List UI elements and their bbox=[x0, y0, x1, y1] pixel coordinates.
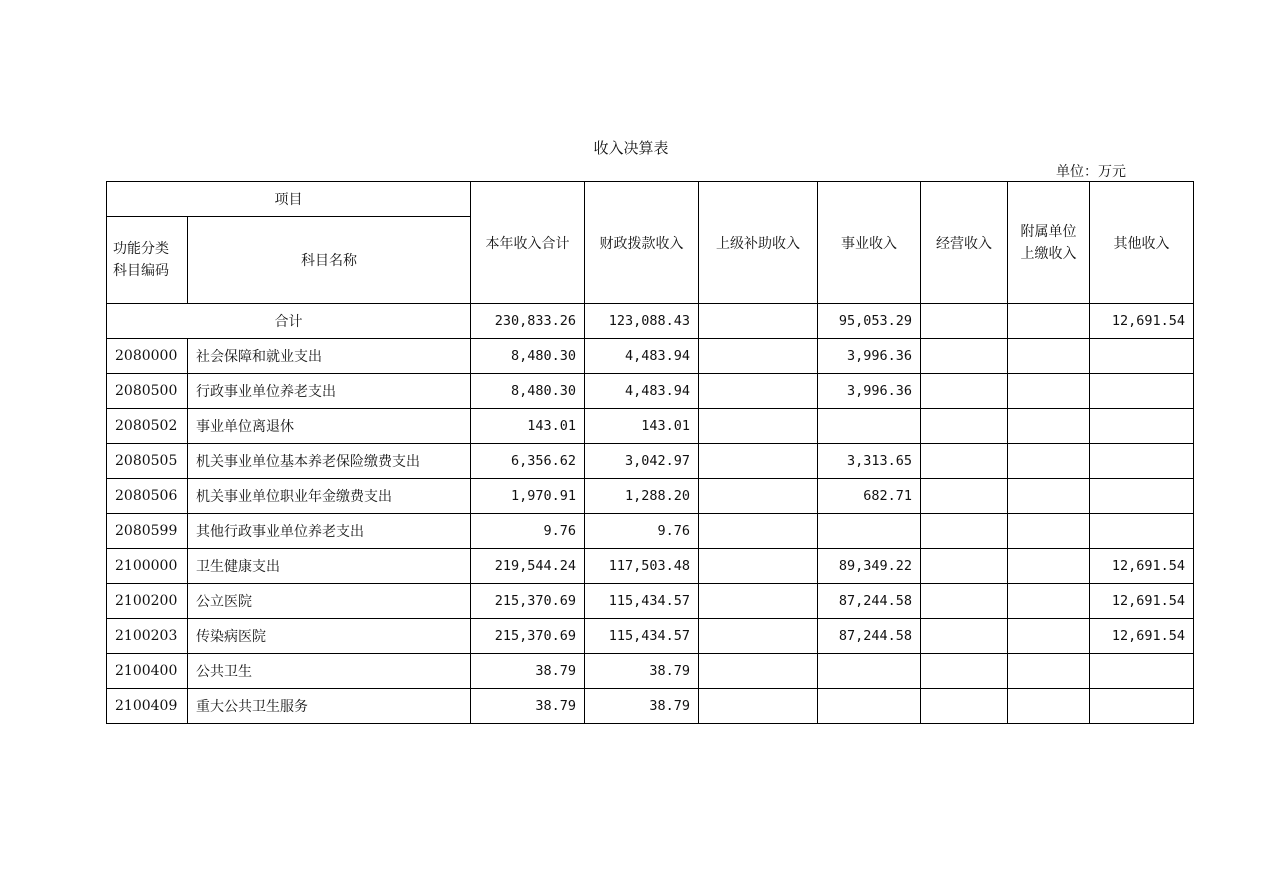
cell-operating bbox=[921, 374, 1008, 409]
cell-business: 3,996.36 bbox=[818, 374, 921, 409]
total-cell-total: 230,833.26 bbox=[471, 304, 585, 339]
cell-name: 事业单位离退休 bbox=[188, 409, 471, 444]
cell-name: 社会保障和就业支出 bbox=[188, 339, 471, 374]
cell-affiliated bbox=[1008, 584, 1090, 619]
cell-affiliated bbox=[1008, 654, 1090, 689]
cell-total: 6,356.62 bbox=[471, 444, 585, 479]
cell-superior bbox=[699, 619, 818, 654]
cell-operating bbox=[921, 654, 1008, 689]
cell-total: 215,370.69 bbox=[471, 619, 585, 654]
header-other: 其他收入 bbox=[1090, 182, 1194, 304]
document-title: 收入决算表 bbox=[593, 139, 669, 157]
cell-business: 87,244.58 bbox=[818, 584, 921, 619]
cell-name: 卫生健康支出 bbox=[188, 549, 471, 584]
cell-fiscal: 115,434.57 bbox=[585, 619, 699, 654]
unit-label: 单位：万元 bbox=[1056, 164, 1126, 180]
cell-affiliated bbox=[1008, 374, 1090, 409]
cell-affiliated bbox=[1008, 619, 1090, 654]
cell-business: 89,349.22 bbox=[818, 549, 921, 584]
cell-fiscal: 115,434.57 bbox=[585, 584, 699, 619]
cell-business bbox=[818, 409, 921, 444]
header-fiscal: 财政拨款收入 bbox=[585, 182, 699, 304]
cell-affiliated bbox=[1008, 444, 1090, 479]
cell-superior bbox=[699, 339, 818, 374]
cell-name: 重大公共卫生服务 bbox=[188, 689, 471, 724]
cell-affiliated bbox=[1008, 479, 1090, 514]
cell-fiscal: 3,042.97 bbox=[585, 444, 699, 479]
cell-total: 38.79 bbox=[471, 654, 585, 689]
total-cell-operating bbox=[921, 304, 1008, 339]
cell-business: 3,996.36 bbox=[818, 339, 921, 374]
cell-total: 8,480.30 bbox=[471, 339, 585, 374]
table-row bbox=[107, 339, 1194, 374]
cell-business: 87,244.58 bbox=[818, 619, 921, 654]
total-row bbox=[107, 304, 1194, 339]
cell-fiscal: 9.76 bbox=[585, 514, 699, 549]
cell-other: 12,691.54 bbox=[1090, 619, 1194, 654]
cell-business bbox=[818, 514, 921, 549]
cell-fiscal: 117,503.48 bbox=[585, 549, 699, 584]
cell-fiscal: 4,483.94 bbox=[585, 339, 699, 374]
cell-name: 公共卫生 bbox=[188, 654, 471, 689]
cell-name: 其他行政事业单位养老支出 bbox=[188, 514, 471, 549]
cell-other bbox=[1090, 514, 1194, 549]
cell-other bbox=[1090, 409, 1194, 444]
income-table bbox=[106, 181, 1194, 724]
cell-affiliated bbox=[1008, 339, 1090, 374]
cell-name: 传染病医院 bbox=[188, 619, 471, 654]
total-label: 合计 bbox=[107, 304, 471, 339]
cell-code: 2080000 bbox=[107, 339, 188, 374]
cell-affiliated bbox=[1008, 409, 1090, 444]
cell-fiscal: 4,483.94 bbox=[585, 374, 699, 409]
cell-operating bbox=[921, 514, 1008, 549]
table-row bbox=[107, 409, 1194, 444]
cell-code: 2100400 bbox=[107, 654, 188, 689]
total-cell-other: 12,691.54 bbox=[1090, 304, 1194, 339]
cell-operating bbox=[921, 444, 1008, 479]
cell-name: 行政事业单位养老支出 bbox=[188, 374, 471, 409]
table-row bbox=[107, 654, 1194, 689]
cell-fiscal: 38.79 bbox=[585, 689, 699, 724]
cell-affiliated bbox=[1008, 689, 1090, 724]
cell-other bbox=[1090, 339, 1194, 374]
header-total: 本年收入合计 bbox=[471, 182, 585, 304]
cell-total: 38.79 bbox=[471, 689, 585, 724]
cell-total: 143.01 bbox=[471, 409, 585, 444]
cell-other: 12,691.54 bbox=[1090, 549, 1194, 584]
cell-code: 2080506 bbox=[107, 479, 188, 514]
cell-total: 219,544.24 bbox=[471, 549, 585, 584]
table-row bbox=[107, 374, 1194, 409]
cell-code: 2100409 bbox=[107, 689, 188, 724]
header-item: 项目 bbox=[107, 182, 471, 217]
cell-operating bbox=[921, 584, 1008, 619]
cell-business bbox=[818, 654, 921, 689]
cell-affiliated bbox=[1008, 514, 1090, 549]
table-row bbox=[107, 584, 1194, 619]
cell-operating bbox=[921, 619, 1008, 654]
cell-operating bbox=[921, 409, 1008, 444]
cell-other bbox=[1090, 479, 1194, 514]
cell-code: 2100000 bbox=[107, 549, 188, 584]
cell-other bbox=[1090, 444, 1194, 479]
cell-affiliated bbox=[1008, 549, 1090, 584]
cell-code: 2100203 bbox=[107, 619, 188, 654]
table-row bbox=[107, 619, 1194, 654]
cell-fiscal: 1,288.20 bbox=[585, 479, 699, 514]
cell-name: 公立医院 bbox=[188, 584, 471, 619]
cell-superior bbox=[699, 549, 818, 584]
total-cell-business: 95,053.29 bbox=[818, 304, 921, 339]
cell-superior bbox=[699, 584, 818, 619]
total-cell-fiscal: 123,088.43 bbox=[585, 304, 699, 339]
cell-superior bbox=[699, 654, 818, 689]
header-business: 事业收入 bbox=[818, 182, 921, 304]
cell-operating bbox=[921, 339, 1008, 374]
cell-name: 机关事业单位职业年金缴费支出 bbox=[188, 479, 471, 514]
cell-code: 2080500 bbox=[107, 374, 188, 409]
header-code: 功能分类 科目编码 bbox=[107, 217, 188, 304]
cell-superior bbox=[699, 374, 818, 409]
cell-superior bbox=[699, 689, 818, 724]
cell-operating bbox=[921, 479, 1008, 514]
cell-name: 机关事业单位基本养老保险缴费支出 bbox=[188, 444, 471, 479]
cell-business bbox=[818, 689, 921, 724]
table-row bbox=[107, 689, 1194, 724]
cell-total: 9.76 bbox=[471, 514, 585, 549]
total-cell-affiliated bbox=[1008, 304, 1090, 339]
cell-other bbox=[1090, 689, 1194, 724]
total-cell-superior bbox=[699, 304, 818, 339]
cell-code: 2080599 bbox=[107, 514, 188, 549]
cell-fiscal: 38.79 bbox=[585, 654, 699, 689]
cell-total: 8,480.30 bbox=[471, 374, 585, 409]
header-operating: 经营收入 bbox=[921, 182, 1008, 304]
cell-total: 1,970.91 bbox=[471, 479, 585, 514]
header-superior: 上级补助收入 bbox=[699, 182, 818, 304]
table-row bbox=[107, 444, 1194, 479]
table-row bbox=[107, 549, 1194, 584]
cell-other bbox=[1090, 374, 1194, 409]
table-row bbox=[107, 514, 1194, 549]
table-row bbox=[107, 479, 1194, 514]
cell-business: 3,313.65 bbox=[818, 444, 921, 479]
cell-business: 682.71 bbox=[818, 479, 921, 514]
cell-superior bbox=[699, 514, 818, 549]
cell-operating bbox=[921, 549, 1008, 584]
cell-superior bbox=[699, 444, 818, 479]
cell-total: 215,370.69 bbox=[471, 584, 585, 619]
cell-superior bbox=[699, 409, 818, 444]
cell-code: 2100200 bbox=[107, 584, 188, 619]
header-affiliated: 附属单位 上缴收入 bbox=[1008, 182, 1090, 304]
cell-fiscal: 143.01 bbox=[585, 409, 699, 444]
cell-code: 2080505 bbox=[107, 444, 188, 479]
cell-code: 2080502 bbox=[107, 409, 188, 444]
cell-superior bbox=[699, 479, 818, 514]
cell-other bbox=[1090, 654, 1194, 689]
header-name: 科目名称 bbox=[188, 217, 471, 304]
cell-other: 12,691.54 bbox=[1090, 584, 1194, 619]
cell-operating bbox=[921, 689, 1008, 724]
